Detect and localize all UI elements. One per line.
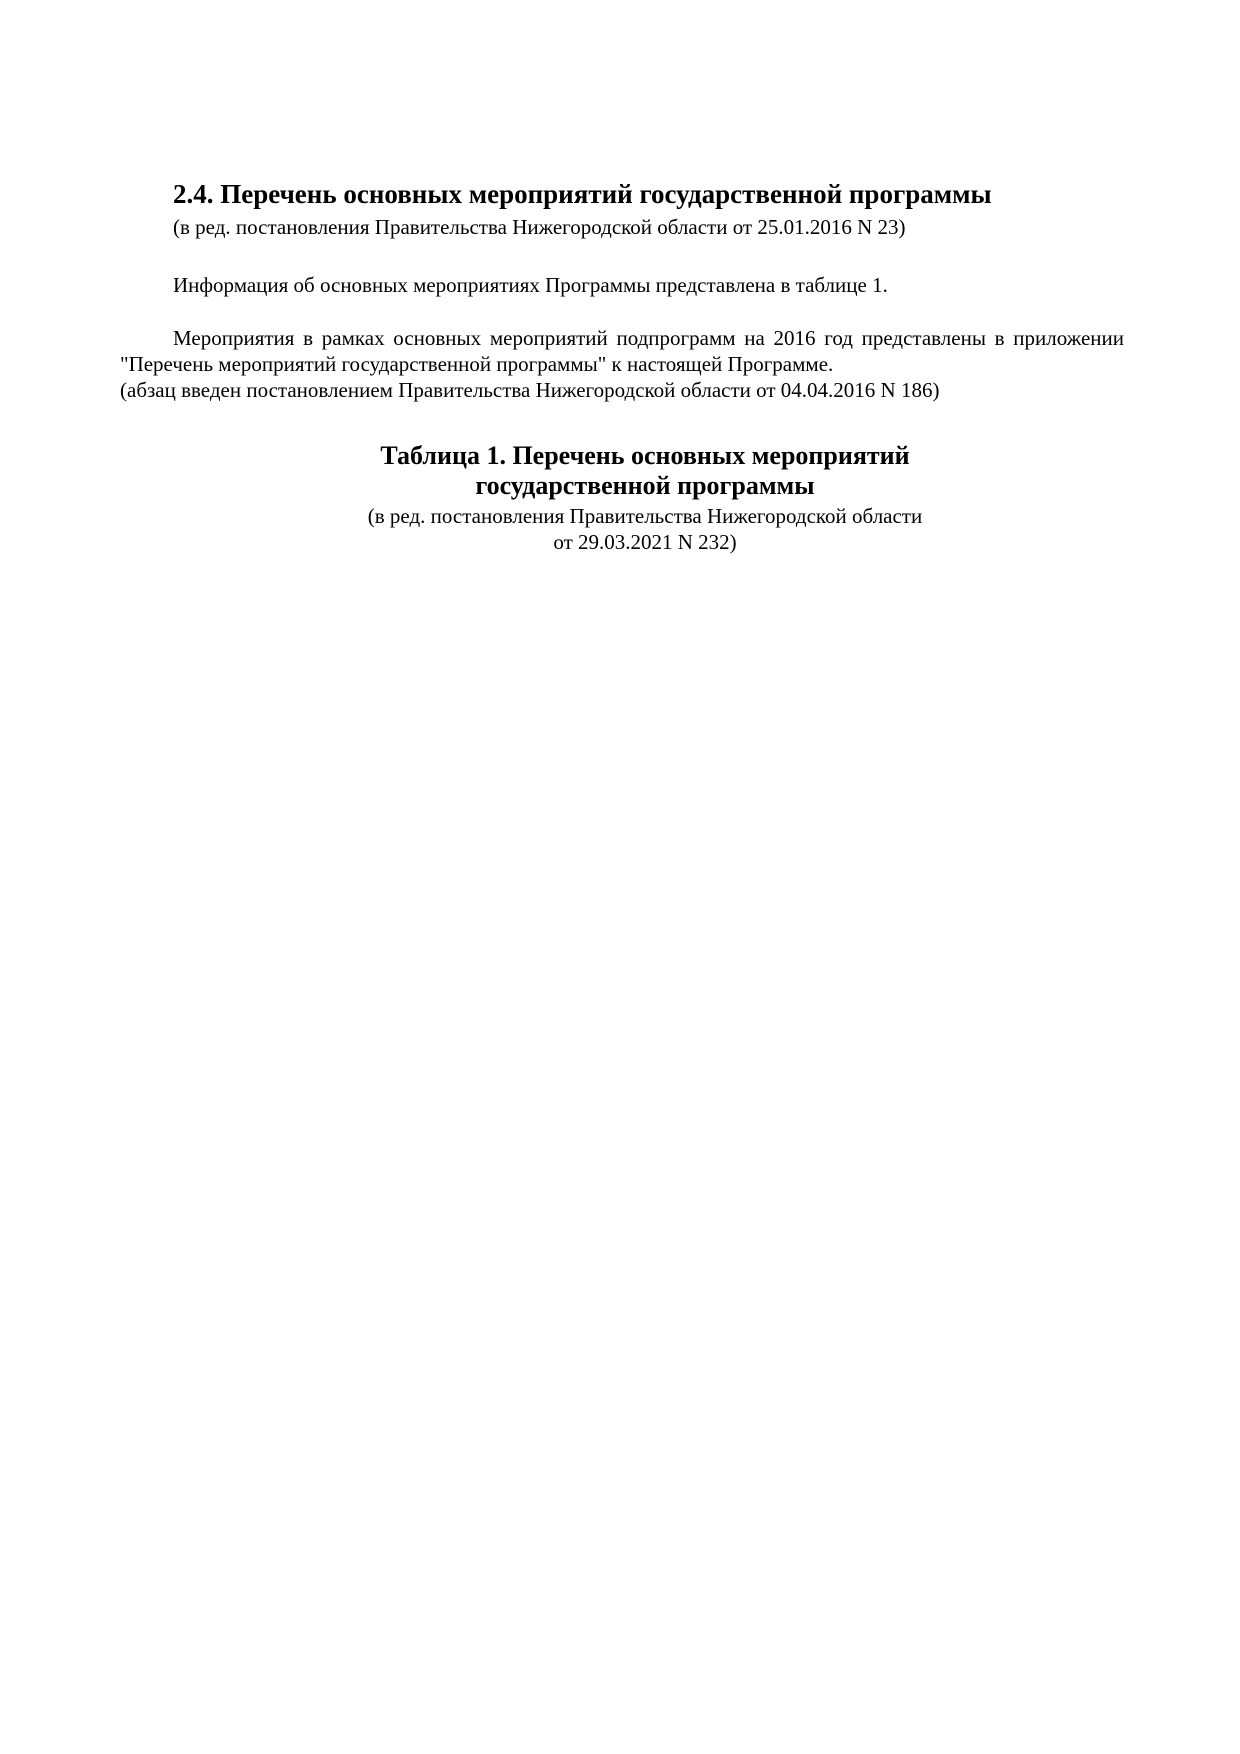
- paragraph-activities-text: Мероприятия в рамках основных мероприятий подпрограмм на 2016 год представлены в приложении "Перечень мероприятий государственной программы" к настоящей Программе.: [120, 326, 1124, 376]
- paragraph-amendment-note: (абзац введен постановлением Правительства Нижегородской области от 04.04.2016 N 186): [120, 378, 940, 402]
- section-title: 2.4. Перечень основных мероприятий государственной программы: [173, 179, 992, 209]
- paragraph-activities: [120, 325, 1124, 377]
- table-title-line-2: государственной программы: [475, 471, 815, 500]
- table-amendment-note-line-2: от 29.03.2021 N 232): [553, 530, 737, 554]
- table-caption: [0, 441, 1240, 555]
- section-amendment-note: (в ред. постановления Правительства Нижегородской области от 25.01.2016 N 23): [173, 215, 906, 239]
- paragraph-info: Информация об основных мероприятиях Программы представлена в таблице 1.: [173, 273, 888, 297]
- table-title-line-1: Таблица 1. Перечень основных мероприятий: [380, 441, 910, 470]
- table-amendment-note-line-1: (в ред. постановления Правительства Нижегородской области: [367, 504, 923, 528]
